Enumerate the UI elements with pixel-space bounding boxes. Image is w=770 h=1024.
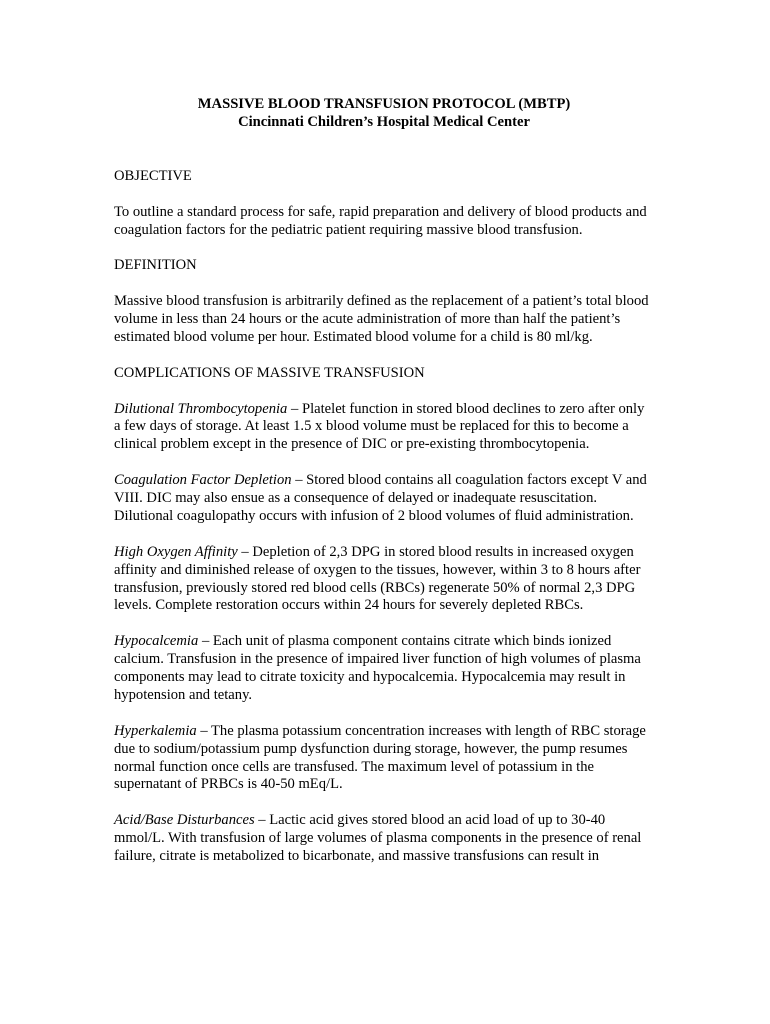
definition-body: Massive blood transfusion is arbitrarily defined as the replacement of a patient’s total blood volume in less than 24 hours or the acute administration of more than half the patient’s estimated blood volume per hour. Estimated blood volume for a child is 80 ml/kg.	[114, 293, 649, 345]
document-page	[114, 96, 654, 866]
complication-paragraph	[114, 401, 654, 455]
complication-term: Dilutional Thrombocytopenia	[114, 400, 288, 417]
objective-heading: OBJECTIVE	[114, 167, 192, 184]
complication-paragraph	[114, 812, 654, 866]
definition-heading: DEFINITION	[114, 257, 197, 274]
complication-paragraph	[114, 723, 654, 795]
complication-paragraph	[114, 544, 654, 616]
document-subtitle: Cincinnati Children’s Hospital Medical Center	[238, 113, 530, 130]
complication-term: Coagulation Factor Depletion	[114, 472, 292, 489]
document-title: MASSIVE BLOOD TRANSFUSION PROTOCOL (MBTP)	[197, 96, 571, 112]
complication-term: Hyperkalemia	[114, 722, 197, 739]
complication-text: – Stored blood contains all coagulation factors except V and VIII. DIC may also ensue as a consequence of delayed or inadequate resuscitation. Dilutional coagulopathy occurs with infusion of 2 blood volumes of fluid administration.	[114, 472, 647, 524]
complication-term: High Oxygen Affinity	[114, 543, 238, 560]
complication-term: Hypocalcemia	[114, 633, 199, 650]
complications-heading: COMPLICATIONS OF MASSIVE TRANSFUSION	[114, 364, 425, 381]
complication-text: – Each unit of plasma component contains citrate which binds ionized calcium. Transfusion in the presence of impaired liver function of high volumes of plasma components may lead to citrate toxicity and hypocalcemia. Hypocalcemia may result in hypotension and tetany.	[114, 633, 641, 703]
complication-text: – Depletion of 2,3 DPG in stored blood results in increased oxygen affinity and diminished release of oxygen to the tissues, however, within 3 to 8 hours after transfusion, previously stored red blood cells (RBCs) regenerate 50% of normal 2,3 DPG levels. Complete restoration occurs within 24 hours for severely depleted RBCs.	[114, 543, 641, 614]
complication-paragraph	[114, 633, 654, 705]
complication-paragraph	[114, 472, 654, 526]
complication-text: – Lactic acid gives stored blood an acid load of up to 30-40 mmol/L. With transfusion of large volumes of plasma components in the presence of renal failure, citrate is metabolized to bicarbonate, and massive transfusions can result in	[114, 812, 642, 865]
complication-term: Acid/Base Disturbances	[114, 812, 255, 829]
complication-text: – The plasma potassium concentration increases with length of RBC storage due to sodium/potassium pump dysfunction during storage, however, the pump resumes normal function once cells are transfused. The maximum level of potassium in the supernatant of PRBCs is 40-50 mEq/L.	[114, 722, 646, 793]
objective-body: To outline a standard process for safe, rapid preparation and delivery of blood products and coagulation factors for the pediatric patient requiring massive blood transfusion.	[114, 203, 647, 238]
complication-text: – Platelet function in stored blood declines to zero after only a few days of storage. At least 1.5 x blood volume must be replaced for this to become a clinical problem except in the presence of DIC or pre-existing thrombocytopenia.	[114, 400, 645, 453]
